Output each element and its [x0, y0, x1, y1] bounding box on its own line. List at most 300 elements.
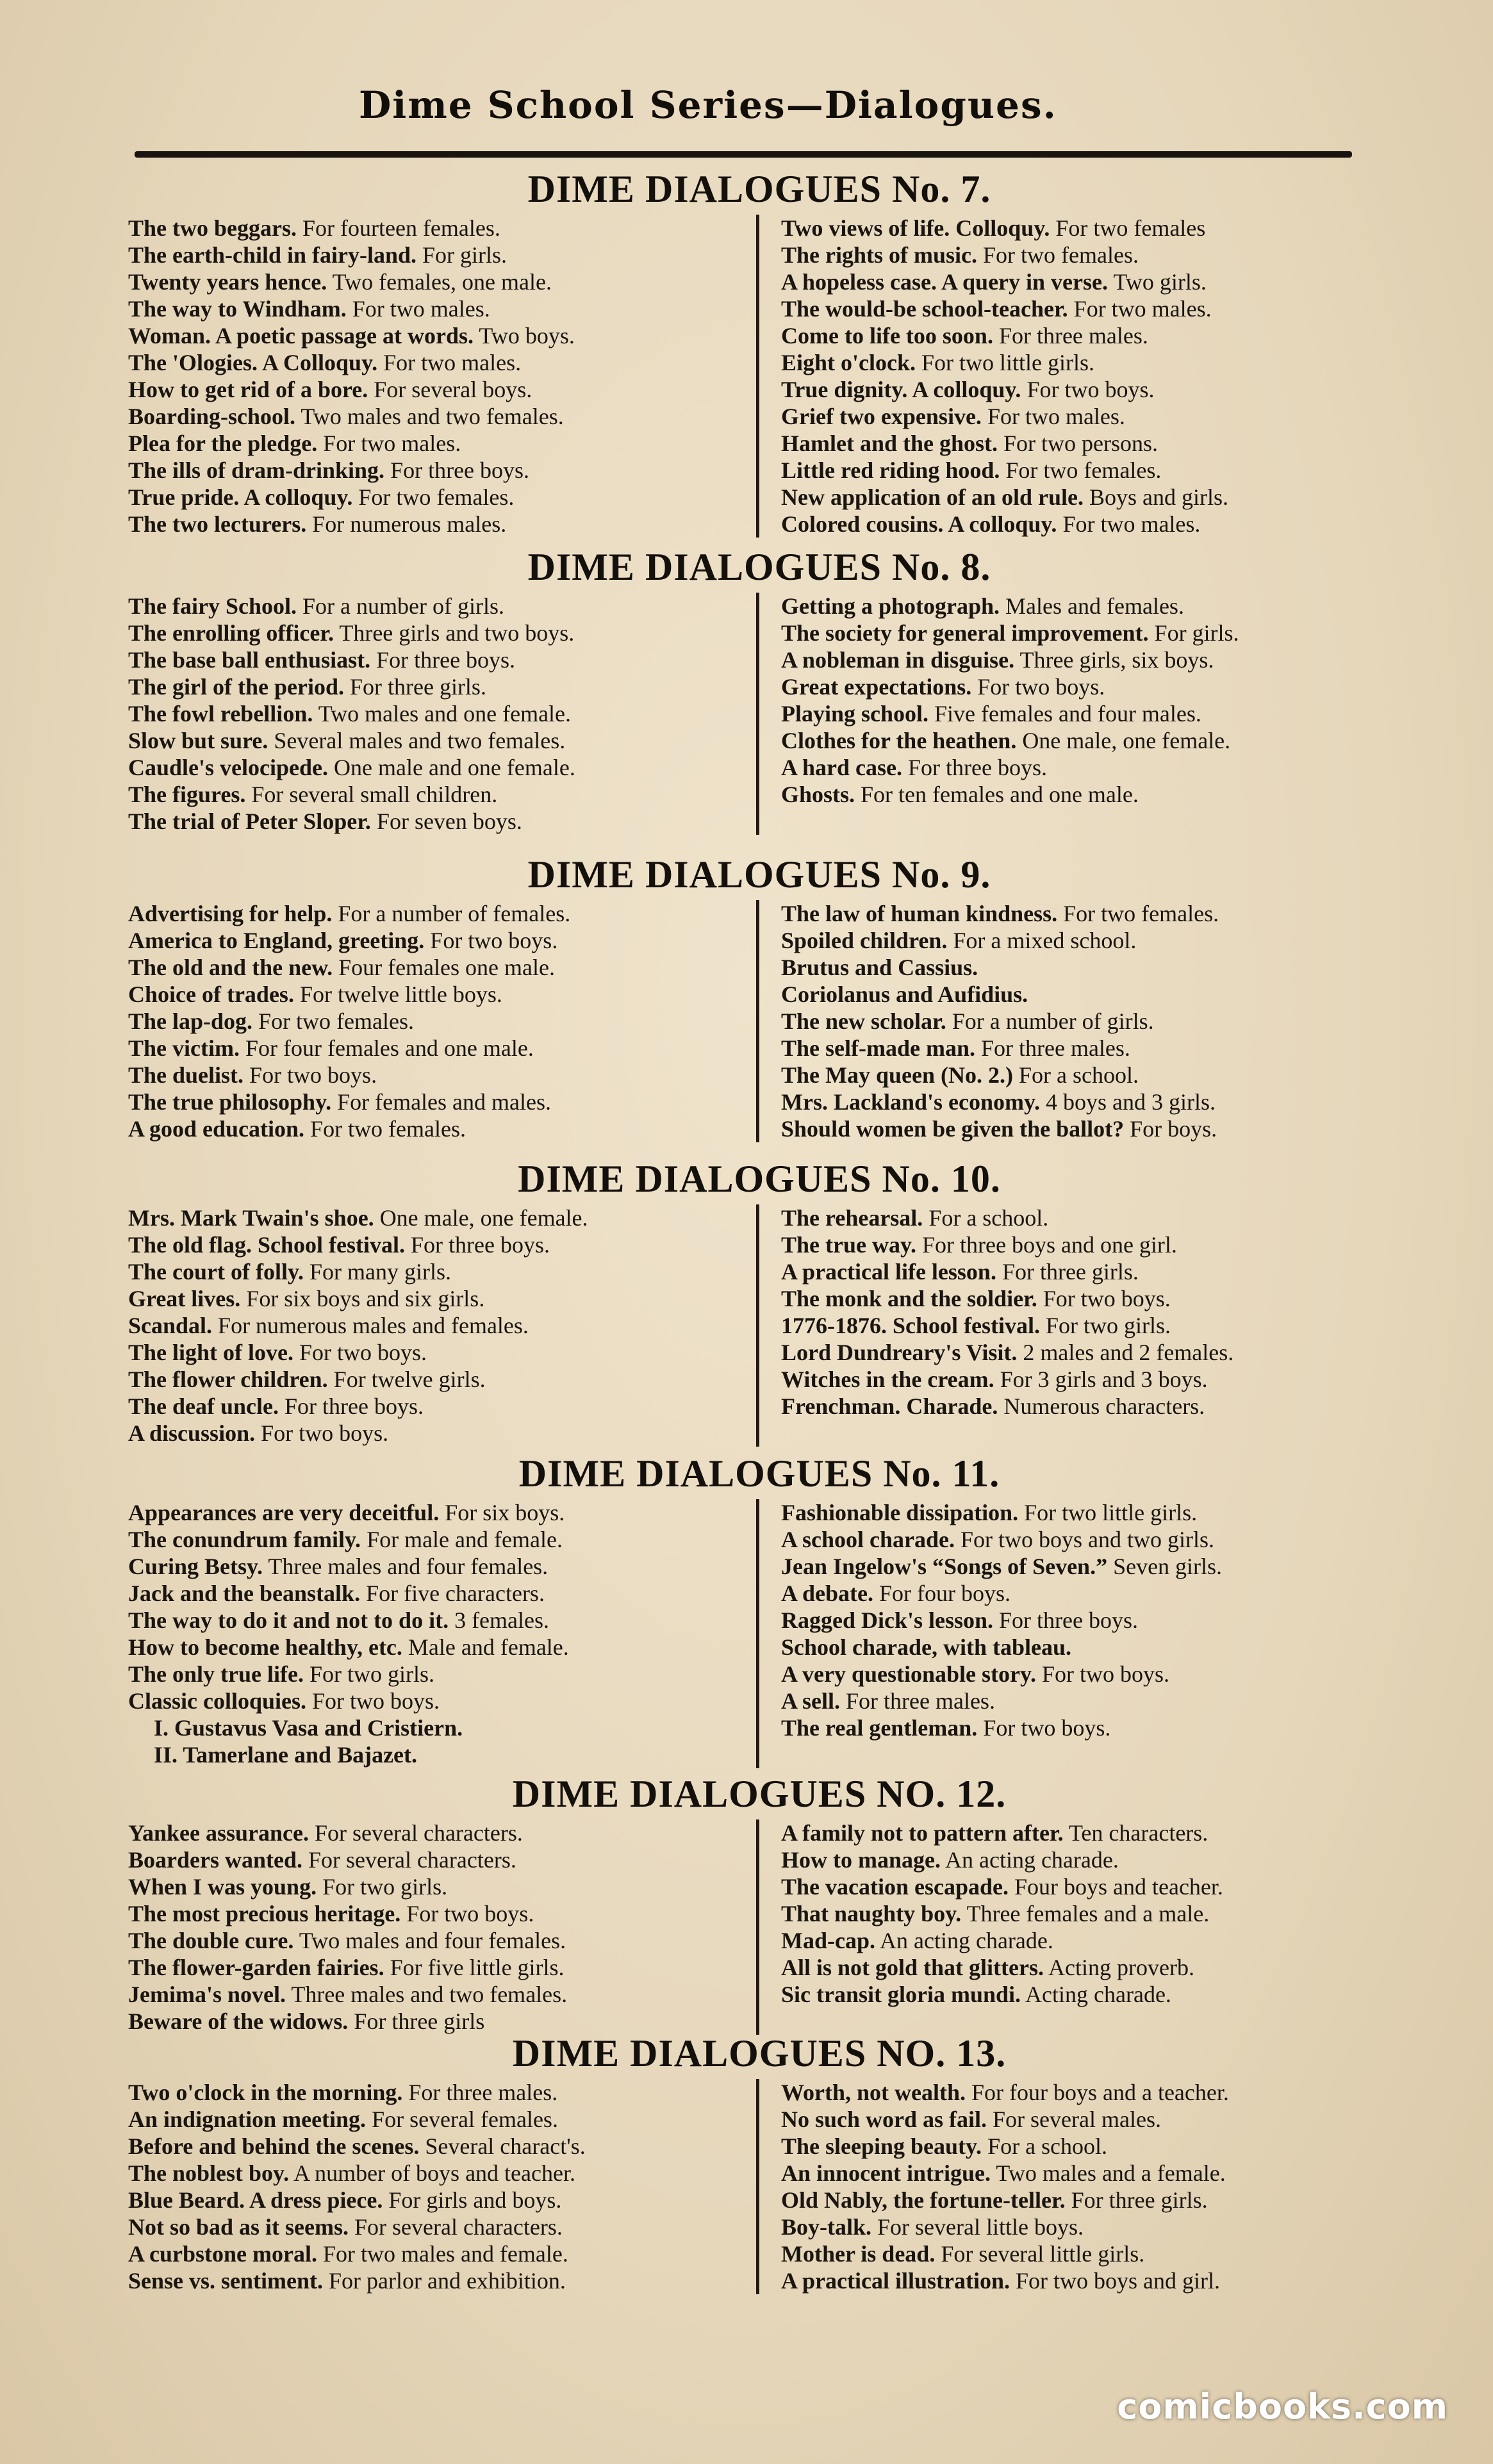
dialogue-cast: For two males.	[1068, 296, 1212, 322]
dialogue-entry	[781, 1526, 1390, 1553]
dialogue-entry	[128, 2160, 738, 2187]
dialogue-title: Witches in the cream.	[781, 1367, 994, 1392]
dialogue-title: Boarders wanted.	[128, 1847, 302, 1873]
dialogue-title: Come to life too soon.	[781, 323, 993, 349]
dialogue-cast: For two boys and girl.	[1009, 2268, 1220, 2294]
section-columns	[122, 1204, 1397, 1447]
dialogue-cast: For two little girls.	[1018, 1500, 1198, 1525]
column-right	[757, 1204, 1397, 1447]
dialogue-entry	[781, 1634, 1390, 1661]
dialogue-entry	[128, 1900, 738, 1927]
column-left	[122, 1819, 757, 2035]
dialogue-entry	[128, 1035, 738, 1062]
dialogue-title: The duelist.	[128, 1062, 244, 1088]
dialogue-entry	[128, 1981, 738, 2008]
dialogue-entry	[781, 322, 1390, 349]
dialogue-entry	[128, 1714, 738, 1741]
dialogue-cast: For numerous males.	[306, 511, 507, 537]
dialogue-cast: For two boys.	[424, 928, 558, 953]
dialogue-title: Blue Beard. A dress piece.	[128, 2187, 383, 2213]
dialogue-cast: For male and female.	[361, 1527, 563, 1552]
section-title: DIME DIALOGUES No. 9.	[527, 853, 991, 896]
dialogue-entry	[128, 1634, 738, 1661]
column-left	[122, 1204, 757, 1447]
dialogue-entry	[781, 646, 1390, 673]
dialogue-cast: For a number of females.	[332, 901, 571, 926]
dialogue-cast: For three girls.	[996, 1259, 1139, 1285]
dialogue-title: Two views of life. Colloquy.	[781, 215, 1050, 241]
dialogue-title: The girl of the period.	[128, 674, 344, 700]
dialogue-entry	[781, 754, 1390, 781]
dialogue-title: Grief two expensive.	[781, 404, 982, 429]
column-left	[122, 2079, 757, 2294]
dialogue-title: The figures.	[128, 782, 246, 807]
dialogue-entry	[128, 593, 738, 620]
dialogue-title: Scandal.	[128, 1313, 213, 1338]
dialogue-cast: For two females	[1050, 215, 1206, 241]
dialogue-title: Two o'clock in the morning.	[128, 2080, 403, 2105]
dialogue-title: How to get rid of a bore.	[128, 377, 368, 402]
dialogue-title: 1776-1876. School festival.	[781, 1313, 1040, 1338]
dialogue-title: Should women be given the ballot?	[781, 1116, 1125, 1142]
dialogue-cast: Three males and four females.	[263, 1554, 549, 1579]
dialogue-title: A nobleman in disguise.	[781, 647, 1015, 673]
dialogue-title: The rights of music.	[781, 242, 977, 268]
dialogue-title: That naughty boy.	[781, 1901, 962, 1926]
dialogue-cast: Five females and four males.	[928, 701, 1201, 727]
dialogue-cast: For three boys.	[384, 457, 530, 483]
dialogue-entry	[781, 2079, 1390, 2106]
dialogue-entry	[128, 646, 738, 673]
section-title: DIME DIALOGUES No. 10.	[518, 1158, 1001, 1200]
dialogue-cast: For four females and one male.	[239, 1035, 534, 1061]
dialogue-title: School charade, with tableau.	[781, 1634, 1072, 1660]
dialogue-cast: For four boys and a teacher.	[966, 2080, 1229, 2105]
dialogue-entry	[128, 981, 738, 1008]
dialogue-cast: For two boys.	[1021, 377, 1155, 402]
dialogue-title: The only true life.	[128, 1661, 304, 1687]
dialogue-title: The deaf uncle.	[128, 1393, 279, 1419]
dialogue-title: Frenchman. Charade.	[781, 1393, 998, 1419]
dialogue-entry	[781, 457, 1390, 484]
dialogue-entry	[128, 1846, 738, 1873]
dialogue-cast: Acting proverb.	[1044, 1955, 1194, 1980]
dialogue-title: Fashionable dissipation.	[781, 1500, 1019, 1525]
dialogue-entry	[128, 1062, 738, 1088]
dialogue-entry	[128, 1420, 738, 1447]
dialogue-entry	[128, 484, 738, 511]
dialogue-cast: For twelve little boys.	[293, 981, 502, 1007]
dialogue-entry	[128, 808, 738, 835]
dialogue-cast: A number of boys and teacher.	[289, 2160, 575, 2186]
dialogue-cast: For a mixed school.	[947, 928, 1137, 953]
dialogue-cast: For two males.	[1057, 511, 1201, 537]
dialogue-title: An indignation meeting.	[128, 2107, 367, 2132]
dialogue-cast: Two girls.	[1108, 269, 1207, 295]
dialogue-title: A good education.	[128, 1116, 305, 1142]
dialogue-cast: Boys and girls.	[1084, 484, 1229, 510]
column-divider	[756, 900, 759, 1142]
dialogue-entry	[781, 2240, 1390, 2267]
dialogue-entry	[781, 673, 1390, 700]
column-left	[122, 900, 757, 1142]
dialogue-cast: For several small children.	[245, 782, 498, 807]
dialogue-title: Colored cousins. A colloquy.	[781, 511, 1057, 537]
dialogue-cast: 4 boys and 3 girls.	[1040, 1089, 1216, 1115]
dialogue-entry	[128, 430, 738, 457]
dialogue-cast: For five characters.	[360, 1581, 545, 1606]
dialogue-title: Sic transit gloria mundi.	[781, 1982, 1021, 2007]
dialogue-entry	[781, 1231, 1390, 1258]
dialogue-cast: For ten females and one male.	[855, 782, 1139, 807]
dialogue-entry	[781, 781, 1390, 808]
dialogue-entry	[781, 403, 1390, 430]
dialogue-cast: For six boys and six girls.	[240, 1286, 485, 1311]
dialogue-title: America to England, greeting.	[128, 928, 425, 953]
dialogue-cast: For three males.	[975, 1035, 1130, 1061]
dialogue-title: A school charade.	[781, 1527, 955, 1552]
dialogue-entry	[781, 376, 1390, 403]
section-columns	[122, 593, 1397, 835]
dialogue-entry	[128, 1231, 738, 1258]
dialogue-title: The most precious heritage.	[128, 1901, 401, 1926]
dialogue-title: The victim.	[128, 1035, 240, 1061]
watermark-logo: comicbooks.com	[1117, 2386, 1448, 2427]
dialogue-title: The conundrum family.	[128, 1527, 361, 1552]
dialogue-entry	[128, 322, 738, 349]
dialogue-title: The law of human kindness.	[781, 901, 1058, 926]
dialogue-cast: For two little girls.	[916, 350, 1095, 375]
dialogue-entry	[781, 1688, 1390, 1714]
dialogue-entry	[128, 2187, 738, 2213]
dialogue-entry	[128, 1819, 738, 1846]
dialogue-cast: For twelve girls.	[327, 1367, 486, 1392]
dialogue-title: Mrs. Mark Twain's shoe.	[128, 1205, 374, 1231]
dialogue-title: True dignity. A colloquy.	[781, 377, 1021, 402]
dialogue-cast: Two males and a female.	[991, 2160, 1226, 2186]
section-columns	[122, 1499, 1397, 1768]
dialogue-title: Not so bad as it seems.	[128, 2214, 349, 2240]
dialogue-title: Caudle's velocipede.	[128, 755, 328, 780]
dialogue-cast: For several characters.	[302, 1847, 516, 1873]
dialogue-entry	[128, 1339, 738, 1366]
dialogue-cast: For several males.	[987, 2107, 1161, 2132]
dialogue-entry	[781, 1580, 1390, 1607]
dialogue-title: Yankee assurance.	[128, 1820, 309, 1846]
dialogue-cast: Three males and two females.	[285, 1982, 568, 2007]
section-columns	[122, 2079, 1397, 2294]
dialogue-entry	[781, 1312, 1390, 1339]
column-divider	[756, 593, 759, 835]
dialogue-entry	[128, 1526, 738, 1553]
dialogue-cast: For parlor and exhibition.	[323, 2268, 566, 2294]
dialogue-cast: For three boys and one girl.	[916, 1232, 1177, 1258]
dialogue-entry	[128, 2079, 738, 2106]
dialogue-cast: For seven boys.	[370, 809, 522, 834]
dialogue-cast: Two males and four females.	[293, 1928, 566, 1953]
dialogue-entry	[128, 1393, 738, 1420]
dialogue-entry	[128, 295, 738, 322]
section-title: DIME DIALOGUES No. 7.	[527, 168, 991, 210]
column-left	[122, 593, 757, 835]
dialogue-section	[122, 1768, 1397, 2035]
dialogue-title: Jemima's novel.	[128, 1982, 286, 2007]
dialogue-entry	[128, 673, 738, 700]
dialogue-cast: For three girls.	[1065, 2187, 1208, 2213]
dialogue-cast: Four boys and teacher.	[1009, 1874, 1223, 1900]
dialogue-entry	[781, 981, 1390, 1008]
dialogue-entry	[781, 1819, 1390, 1846]
dialogue-entry	[781, 1204, 1390, 1231]
dialogue-title: The noblest boy.	[128, 2160, 290, 2186]
dialogue-cast: Three girls, six boys.	[1014, 647, 1214, 673]
dialogue-entry	[781, 1088, 1390, 1115]
column-left	[122, 215, 757, 538]
dialogue-cast: An acting charade.	[940, 1847, 1119, 1873]
running-head: Dime School Series—Dialogues.	[359, 83, 1057, 127]
dialogue-title: The fairy School.	[128, 593, 297, 619]
dialogue-title: A practical illustration.	[781, 2268, 1010, 2294]
dialogue-cast: For several boys.	[368, 377, 532, 402]
dialogue-cast: Numerous characters.	[998, 1393, 1205, 1419]
dialogue-title: The old and the new.	[128, 955, 333, 980]
dialogue-title: Woman. A poetic passage at words.	[128, 323, 474, 349]
dialogue-title: A discussion.	[128, 1420, 256, 1446]
dialogue-entry	[781, 1661, 1390, 1688]
column-right	[757, 1819, 1397, 2035]
dialogue-cast: For three males.	[993, 323, 1148, 349]
dialogue-title: A hopeless case. A query in verse.	[781, 269, 1108, 295]
dialogue-cast: 3 females.	[449, 1607, 549, 1633]
dialogue-title: Great lives.	[128, 1286, 241, 1311]
dialogue-entry	[128, 900, 738, 927]
dialogue-cast: For three boys.	[279, 1393, 424, 1419]
dialogue-title: The ills of dram-drinking.	[128, 457, 385, 483]
dialogue-section	[122, 2028, 1397, 2294]
dialogue-entry	[128, 242, 738, 268]
dialogue-entry	[781, 927, 1390, 954]
dialogue-cast: Several charact's.	[419, 2133, 586, 2159]
dialogue-entry	[781, 1714, 1390, 1741]
dialogue-cast: Several males and two females.	[268, 728, 566, 753]
dialogue-title: The true way.	[781, 1232, 916, 1258]
dialogue-entry	[128, 954, 738, 981]
dialogue-entry	[128, 1204, 738, 1231]
dialogue-title: The rehearsal.	[781, 1205, 923, 1231]
dialogue-cast: For two boys.	[1036, 1661, 1170, 1687]
dialogue-entry	[128, 754, 738, 781]
dialogue-cast: For several little girls.	[935, 2241, 1145, 2267]
dialogue-entry	[781, 593, 1390, 620]
dialogue-title: The trial of Peter Sloper.	[128, 809, 371, 834]
dialogue-cast: 2 males and 2 females.	[1017, 1340, 1234, 1365]
dialogue-title: Slow but sure.	[128, 728, 268, 753]
column-divider	[756, 1819, 759, 2035]
dialogue-title: Ragged Dick's lesson.	[781, 1607, 994, 1633]
dialogue-entry	[128, 1499, 738, 1526]
column-right	[757, 593, 1397, 835]
dialogue-cast: Three girls and two boys.	[333, 620, 575, 646]
dialogue-title: A practical life lesson.	[781, 1259, 996, 1285]
dialogue-title: I. Gustavus Vasa and Cristiern.	[154, 1715, 463, 1741]
dialogue-entry	[781, 1115, 1390, 1142]
dialogue-entry	[128, 1115, 738, 1142]
dialogue-title: A family not to pattern after.	[781, 1820, 1064, 1846]
dialogue-title: New application of an old rule.	[781, 484, 1084, 510]
column-right	[757, 1499, 1397, 1768]
dialogue-entry	[128, 1553, 738, 1580]
dialogue-title: The earth-child in fairy-land.	[128, 242, 417, 268]
dialogue-entry	[128, 1688, 738, 1714]
dialogue-title: True pride. A colloquy.	[128, 484, 353, 510]
dialogue-title: No such word as fail.	[781, 2107, 987, 2132]
dialogue-cast: One male and one female.	[328, 755, 575, 780]
dialogue-cast: For a school.	[982, 2133, 1108, 2159]
dialogue-entry	[128, 1607, 738, 1634]
dialogue-entry	[781, 1285, 1390, 1312]
dialogue-cast: Males and females.	[1000, 593, 1184, 619]
dialogue-title: Beware of the widows.	[128, 2008, 349, 2034]
dialogue-entry	[128, 2267, 738, 2294]
dialogue-cast: Two males and two females.	[295, 404, 564, 429]
dialogue-title: Worth, not wealth.	[781, 2080, 966, 2105]
dialogue-cast: For two males.	[981, 404, 1125, 429]
dialogue-entry	[128, 376, 738, 403]
dialogue-entry	[781, 2106, 1390, 2133]
dialogue-cast: For girls and boys.	[383, 2187, 562, 2213]
dialogue-cast: For two boys.	[306, 1688, 440, 1714]
dialogue-entry	[128, 268, 738, 295]
dialogue-title: Mad-cap.	[781, 1928, 875, 1953]
dialogue-entry	[128, 511, 738, 538]
dialogue-cast: For two males.	[317, 431, 461, 456]
dialogue-title: Advertising for help.	[128, 901, 333, 926]
dialogue-entry	[128, 1741, 738, 1768]
column-right	[757, 215, 1397, 538]
dialogue-cast: For two girls.	[1039, 1313, 1171, 1338]
section-title: DIME DIALOGUES NO. 13.	[512, 2032, 1007, 2074]
dialogue-title: The base ball enthusiast.	[128, 647, 371, 673]
dialogue-entry	[128, 2133, 738, 2160]
dialogue-cast: For three girls	[348, 2008, 485, 2034]
dialogue-cast: For several females.	[366, 2107, 558, 2132]
dialogue-entry	[781, 727, 1390, 754]
dialogue-entry	[128, 1285, 738, 1312]
dialogue-title: The monk and the soldier.	[781, 1286, 1037, 1311]
dialogue-title: How to manage.	[781, 1847, 941, 1873]
dialogue-cast: For two girls.	[317, 1874, 448, 1900]
dialogue-entry	[128, 1873, 738, 1900]
dialogue-entry	[128, 781, 738, 808]
dialogue-title: How to become healthy, etc.	[128, 1634, 402, 1660]
dialogue-entry	[781, 1008, 1390, 1035]
column-divider	[756, 2079, 759, 2294]
dialogue-cast: For females and males.	[331, 1089, 551, 1115]
dialogue-entry	[781, 1062, 1390, 1088]
dialogue-title: Coriolanus and Aufidius.	[781, 981, 1028, 1007]
dialogue-title: The sleeping beauty.	[781, 2133, 982, 2159]
dialogue-cast: One male, one female.	[1016, 728, 1231, 753]
dialogue-title: The 'Ologies. A Colloquy.	[128, 350, 378, 375]
dialogue-cast: For boys.	[1124, 1116, 1217, 1142]
dialogue-title: A very questionable story.	[781, 1661, 1037, 1687]
dialogue-cast: For a school.	[1013, 1062, 1139, 1088]
dialogue-cast: Three females and a male.	[961, 1901, 1210, 1926]
dialogue-entry	[781, 1607, 1390, 1634]
dialogue-title: Old Nably, the fortune-teller.	[781, 2187, 1066, 2213]
dialogue-cast: For two males.	[346, 296, 490, 322]
dialogue-entry	[781, 1499, 1390, 1526]
dialogue-entry	[781, 1981, 1390, 2008]
dialogue-title: The flower children.	[128, 1367, 328, 1392]
dialogue-entry	[781, 1393, 1390, 1420]
dialogue-cast: For two boys.	[255, 1420, 389, 1446]
dialogue-section	[122, 541, 1397, 835]
dialogue-cast: For two females.	[352, 484, 515, 510]
dialogue-title: A curbstone moral.	[128, 2241, 317, 2267]
dialogue-entry	[781, 700, 1390, 727]
dialogue-entry	[781, 1900, 1390, 1927]
dialogue-entry	[781, 2133, 1390, 2160]
section-title: DIME DIALOGUES NO. 12.	[512, 1773, 1007, 1815]
dialogue-title: The old flag. School festival.	[128, 1232, 406, 1258]
dialogue-title: All is not gold that glitters.	[781, 1955, 1044, 1980]
dialogue-title: Playing school.	[781, 701, 929, 727]
dialogue-cast: For several little boys.	[871, 2214, 1084, 2240]
dialogue-cast: Two boys.	[474, 323, 575, 349]
dialogue-title: The lap-dog.	[128, 1008, 253, 1034]
dialogue-entry	[128, 620, 738, 646]
dialogue-title: The society for general improvement.	[781, 620, 1149, 646]
dialogue-title: A hard case.	[781, 755, 902, 780]
dialogue-cast: For two females.	[1000, 457, 1162, 483]
dialogue-cast: For two boys.	[293, 1340, 427, 1365]
dialogue-entry	[781, 430, 1390, 457]
section-columns	[122, 1819, 1397, 2035]
dialogue-entry	[781, 2267, 1390, 2294]
dialogue-title: The court of folly.	[128, 1259, 304, 1285]
dialogue-cast: For three boys.	[993, 1607, 1138, 1633]
dialogue-title: Jack and the beanstalk.	[128, 1581, 361, 1606]
dialogue-entry	[781, 1846, 1390, 1873]
dialogue-entry	[781, 1927, 1390, 1954]
dialogue-entry	[781, 349, 1390, 376]
dialogue-cast: For three boys.	[902, 755, 1047, 780]
column-divider	[756, 215, 759, 538]
dialogue-cast: For girls.	[417, 242, 507, 268]
dialogue-title: Clothes for the heathen.	[781, 728, 1017, 753]
dialogue-cast: For a school.	[923, 1205, 1049, 1231]
section-columns	[122, 900, 1397, 1142]
dialogue-cast: For six boys.	[439, 1500, 565, 1525]
dialogue-cast: For three males.	[402, 2080, 558, 2105]
dialogue-title: Getting a photograph.	[781, 593, 1000, 619]
dialogue-cast: For two boys and two girls.	[955, 1527, 1215, 1552]
dialogue-cast: For two persons.	[998, 431, 1159, 456]
dialogue-title: Boy-talk.	[781, 2214, 872, 2240]
dialogue-cast: For a number of girls.	[946, 1008, 1154, 1034]
dialogue-entry	[128, 1008, 738, 1035]
dialogue-cast: For several characters.	[349, 2214, 563, 2240]
dialogue-cast: Ten characters.	[1063, 1820, 1208, 1846]
dialogue-title: Plea for the pledge.	[128, 431, 318, 456]
dialogue-title: Boarding-school.	[128, 404, 296, 429]
dialogue-cast: Four females one male.	[333, 955, 555, 980]
dialogue-title: Choice of trades.	[128, 981, 294, 1007]
dialogue-entry	[781, 2187, 1390, 2213]
dialogue-entry	[128, 927, 738, 954]
dialogue-entry	[781, 2160, 1390, 2187]
